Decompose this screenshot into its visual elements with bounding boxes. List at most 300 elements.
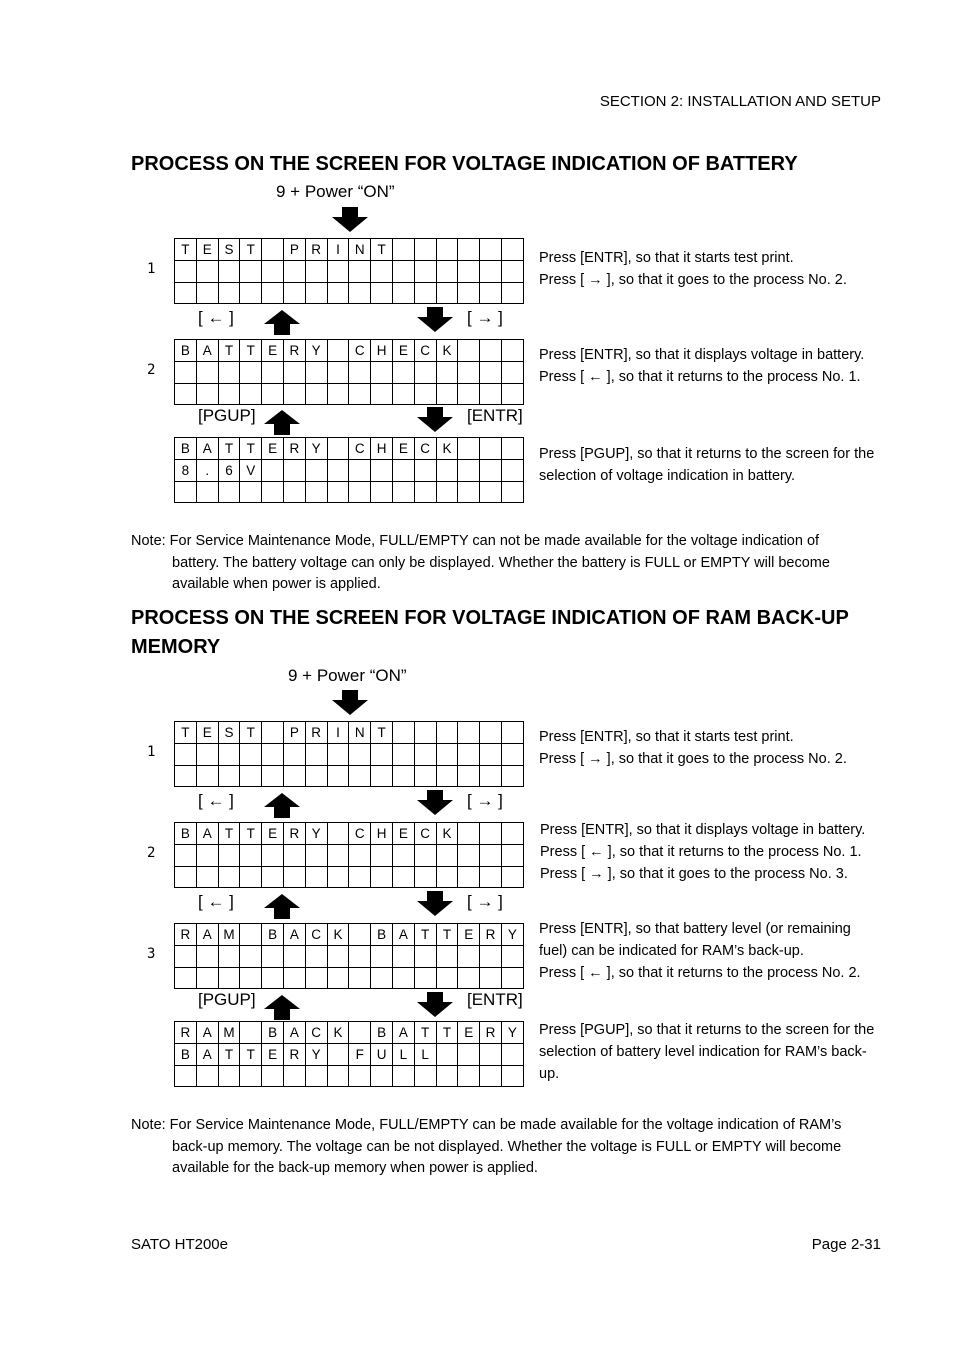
lcd-cell: A <box>196 1043 218 1065</box>
lcd-cell <box>392 866 414 888</box>
ram-lcd-screen-1 <box>174 721 524 787</box>
lcd-cell <box>283 765 305 787</box>
lcd-cell <box>458 743 480 765</box>
lcd-cell <box>371 844 393 866</box>
lcd-cell: S <box>218 239 240 261</box>
lcd-cell <box>327 844 349 866</box>
lcd-cell <box>349 866 371 888</box>
lcd-cell <box>436 282 458 304</box>
lcd-cell <box>414 1065 436 1087</box>
lcd-cell <box>480 1043 502 1065</box>
lcd-cell <box>458 823 480 845</box>
battery-step-3-description: Press [PGUP], so that it returns to the screen for the selection of voltage indication in battery. <box>539 446 875 484</box>
ram-note: Note: For Service Maintenance Mode, FULL/EMPTY can be made available for the voltage indication of RAM’s back-up memory. The voltage can be not displayed. Whether the voltage is FULL or EMPTY will become available for the back-up memory when power is applied. <box>131 1117 842 1176</box>
lcd-cell <box>414 481 436 503</box>
lcd-cell: E <box>458 1022 480 1044</box>
lcd-cell <box>349 945 371 967</box>
lcd-cell: A <box>283 924 305 946</box>
lcd-cell <box>414 945 436 967</box>
lcd-row <box>175 866 524 888</box>
lcd-cell <box>305 743 327 765</box>
lcd-cell: A <box>392 1022 414 1044</box>
lcd-cell <box>262 1065 284 1087</box>
lcd-cell <box>392 743 414 765</box>
lcd-cell: E <box>392 438 414 460</box>
lcd-row <box>175 765 524 787</box>
lcd-cell: E <box>196 722 218 744</box>
lcd-cell <box>392 765 414 787</box>
lcd-cell <box>283 481 305 503</box>
lcd-cell <box>305 383 327 405</box>
lcd-cell: K <box>436 340 458 362</box>
lcd-cell: T <box>371 239 393 261</box>
lcd-cell <box>458 459 480 481</box>
lcd-cell: P <box>283 722 305 744</box>
lcd-cell <box>436 361 458 383</box>
lcd-cell <box>414 282 436 304</box>
battery-lcd-screen-1 <box>174 238 524 304</box>
lcd-cell <box>501 1065 523 1087</box>
lcd-cell: A <box>392 924 414 946</box>
lcd-cell <box>196 260 218 282</box>
battery-step-number-2: 2 <box>147 362 156 378</box>
lcd-cell <box>327 438 349 460</box>
lcd-cell <box>349 844 371 866</box>
lcd-cell <box>392 239 414 261</box>
lcd-cell <box>371 1065 393 1087</box>
lcd-cell <box>327 765 349 787</box>
lcd-cell: T <box>414 1022 436 1044</box>
lcd-cell <box>371 282 393 304</box>
lcd-cell: B <box>175 340 197 362</box>
lcd-row <box>175 1022 524 1044</box>
lcd-cell: A <box>196 924 218 946</box>
battery-lcd-screen-2 <box>174 339 524 405</box>
lcd-cell <box>196 866 218 888</box>
lcd-cell: E <box>392 340 414 362</box>
battery-right-key-label-2: [ENTR] <box>467 406 523 425</box>
lcd-cell <box>436 722 458 744</box>
lcd-cell <box>305 481 327 503</box>
lcd-row <box>175 1043 524 1065</box>
lcd-cell <box>371 765 393 787</box>
lcd-cell: H <box>371 823 393 845</box>
lcd-cell <box>349 924 371 946</box>
lcd-cell <box>240 1022 262 1044</box>
lcd-cell <box>501 481 523 503</box>
lcd-cell <box>349 260 371 282</box>
lcd-cell: K <box>327 924 349 946</box>
lcd-cell <box>436 260 458 282</box>
lcd-cell: F <box>349 1043 371 1065</box>
lcd-cell: Y <box>305 1043 327 1065</box>
lcd-cell <box>240 481 262 503</box>
lcd-cell: Y <box>305 823 327 845</box>
lcd-cell <box>283 282 305 304</box>
lcd-cell <box>240 924 262 946</box>
arrow-down-icon <box>330 207 370 233</box>
lcd-cell: C <box>349 340 371 362</box>
lcd-cell <box>501 945 523 967</box>
ram-left-key-label-3: [PGUP] <box>198 990 256 1009</box>
ram-right-key-label-3: [ENTR] <box>467 990 523 1009</box>
lcd-cell <box>262 844 284 866</box>
lcd-cell <box>501 260 523 282</box>
lcd-row <box>175 722 524 744</box>
lcd-cell <box>218 967 240 989</box>
lcd-cell: E <box>392 823 414 845</box>
lcd-cell <box>196 383 218 405</box>
lcd-cell <box>480 481 502 503</box>
lcd-cell <box>283 844 305 866</box>
lcd-cell: Y <box>305 340 327 362</box>
lcd-cell <box>414 459 436 481</box>
lcd-cell <box>371 866 393 888</box>
lcd-cell <box>283 459 305 481</box>
lcd-cell <box>327 361 349 383</box>
lcd-cell <box>458 438 480 460</box>
lcd-cell <box>305 361 327 383</box>
lcd-cell <box>218 481 240 503</box>
lcd-cell <box>262 765 284 787</box>
arrow-down-icon <box>415 307 455 333</box>
lcd-cell: U <box>371 1043 393 1065</box>
lcd-cell <box>349 743 371 765</box>
lcd-cell <box>480 765 502 787</box>
lcd-cell <box>327 282 349 304</box>
lcd-cell <box>218 743 240 765</box>
lcd-cell <box>458 239 480 261</box>
lcd-cell <box>349 1065 371 1087</box>
lcd-cell <box>240 844 262 866</box>
lcd-cell: Y <box>501 1022 523 1044</box>
lcd-cell <box>327 823 349 845</box>
lcd-cell <box>371 260 393 282</box>
lcd-cell <box>262 481 284 503</box>
lcd-cell <box>175 481 197 503</box>
lcd-cell <box>392 260 414 282</box>
lcd-cell <box>262 383 284 405</box>
lcd-cell <box>436 743 458 765</box>
lcd-row <box>175 340 524 362</box>
lcd-cell <box>240 866 262 888</box>
lcd-cell <box>218 383 240 405</box>
lcd-cell <box>262 361 284 383</box>
lcd-cell <box>392 481 414 503</box>
arrow-up-icon <box>262 792 302 818</box>
lcd-cell <box>414 844 436 866</box>
lcd-cell <box>218 260 240 282</box>
lcd-cell <box>436 481 458 503</box>
lcd-cell <box>501 765 523 787</box>
lcd-cell: R <box>305 722 327 744</box>
lcd-cell: T <box>218 1043 240 1065</box>
lcd-cell: T <box>240 438 262 460</box>
lcd-cell <box>501 722 523 744</box>
lcd-cell <box>327 967 349 989</box>
lcd-cell <box>436 1043 458 1065</box>
ram-lcd-screen-2 <box>174 822 524 888</box>
lcd-cell <box>501 823 523 845</box>
lcd-cell: T <box>371 722 393 744</box>
lcd-cell: L <box>414 1043 436 1065</box>
lcd-cell <box>436 844 458 866</box>
lcd-cell <box>371 743 393 765</box>
lcd-cell: 8 <box>175 459 197 481</box>
ram-power-on-label: 9 + Power “ON” <box>288 666 407 685</box>
lcd-cell <box>414 260 436 282</box>
lcd-cell <box>501 438 523 460</box>
lcd-cell <box>283 967 305 989</box>
lcd-cell <box>196 844 218 866</box>
lcd-cell <box>392 1065 414 1087</box>
lcd-cell: E <box>262 438 284 460</box>
ram-lcd-screen-4 <box>174 1021 524 1087</box>
lcd-cell: K <box>436 823 458 845</box>
lcd-cell: R <box>175 924 197 946</box>
lcd-cell <box>480 340 502 362</box>
lcd-cell <box>349 967 371 989</box>
lcd-cell: B <box>262 1022 284 1044</box>
lcd-cell <box>175 967 197 989</box>
lcd-cell <box>458 765 480 787</box>
battery-left-key-label-2: [PGUP] <box>198 406 256 425</box>
lcd-cell <box>436 239 458 261</box>
lcd-cell: . <box>196 459 218 481</box>
lcd-cell <box>501 282 523 304</box>
lcd-row <box>175 438 524 460</box>
lcd-cell <box>392 383 414 405</box>
lcd-cell: K <box>436 438 458 460</box>
lcd-cell <box>436 866 458 888</box>
lcd-cell <box>327 340 349 362</box>
lcd-cell <box>305 967 327 989</box>
lcd-cell <box>436 967 458 989</box>
lcd-cell <box>327 743 349 765</box>
arrow-up-icon <box>262 994 302 1020</box>
lcd-cell: C <box>349 823 371 845</box>
lcd-cell <box>305 459 327 481</box>
ram-right-key-label-1: [ → ] <box>467 791 503 810</box>
lcd-cell: E <box>196 239 218 261</box>
lcd-cell <box>458 844 480 866</box>
lcd-cell: B <box>175 1043 197 1065</box>
lcd-cell: T <box>436 1022 458 1044</box>
lcd-cell <box>262 239 284 261</box>
lcd-cell <box>218 866 240 888</box>
lcd-cell <box>349 361 371 383</box>
lcd-cell <box>327 383 349 405</box>
lcd-cell <box>305 945 327 967</box>
lcd-cell <box>327 260 349 282</box>
lcd-cell: R <box>175 1022 197 1044</box>
lcd-cell <box>175 765 197 787</box>
lcd-cell <box>501 1043 523 1065</box>
lcd-cell <box>458 945 480 967</box>
arrow-up-icon <box>262 309 302 335</box>
lcd-cell <box>501 383 523 405</box>
battery-note: Note: For Service Maintenance Mode, FULL/EMPTY can not be made available for the voltage indication of battery. The battery voltage can only be displayed. Whether the battery is FULL or EMPTY will become available when power is applied. <box>131 533 830 592</box>
lcd-row <box>175 945 524 967</box>
lcd-cell: E <box>262 823 284 845</box>
lcd-cell: T <box>218 340 240 362</box>
lcd-cell <box>196 282 218 304</box>
lcd-cell <box>327 1065 349 1087</box>
lcd-cell <box>196 361 218 383</box>
lcd-cell: C <box>414 823 436 845</box>
lcd-cell <box>218 765 240 787</box>
lcd-cell: R <box>305 239 327 261</box>
lcd-cell <box>283 383 305 405</box>
lcd-cell: A <box>196 340 218 362</box>
lcd-cell <box>240 743 262 765</box>
ram-step-2-description: Press [ENTR], so that it displays voltage in battery. Press [ ← ], so that it returns to the process No. 1. Press [ → ], so that it goes to the process No. 3. <box>540 822 866 882</box>
lcd-cell: A <box>283 1022 305 1044</box>
lcd-cell: K <box>327 1022 349 1044</box>
arrow-up-icon <box>262 409 302 435</box>
lcd-cell <box>458 1065 480 1087</box>
lcd-cell <box>501 340 523 362</box>
battery-lcd-screen-3 <box>174 437 524 503</box>
lcd-cell: C <box>305 1022 327 1044</box>
lcd-cell <box>436 945 458 967</box>
lcd-cell <box>218 945 240 967</box>
battery-left-key-label-1: [ ← ] <box>198 308 234 327</box>
lcd-cell <box>218 361 240 383</box>
lcd-cell <box>262 260 284 282</box>
lcd-row <box>175 239 524 261</box>
lcd-cell <box>196 1065 218 1087</box>
lcd-cell <box>349 1022 371 1044</box>
lcd-row <box>175 967 524 989</box>
lcd-cell: H <box>371 438 393 460</box>
lcd-cell: T <box>240 1043 262 1065</box>
lcd-cell: C <box>349 438 371 460</box>
lcd-cell: B <box>175 823 197 845</box>
lcd-cell <box>240 282 262 304</box>
lcd-cell: A <box>196 823 218 845</box>
lcd-cell <box>196 967 218 989</box>
lcd-row <box>175 282 524 304</box>
lcd-cell: N <box>349 239 371 261</box>
lcd-cell <box>240 383 262 405</box>
lcd-cell <box>283 1065 305 1087</box>
lcd-cell <box>480 743 502 765</box>
arrow-down-icon <box>415 790 455 816</box>
lcd-cell: M <box>218 924 240 946</box>
lcd-cell: P <box>283 239 305 261</box>
lcd-cell <box>371 945 393 967</box>
battery-section-title: PROCESS ON THE SCREEN FOR VOLTAGE INDICATION OF BATTERY <box>131 153 798 175</box>
lcd-cell <box>305 866 327 888</box>
lcd-cell: A <box>196 438 218 460</box>
lcd-cell <box>501 239 523 261</box>
lcd-cell <box>392 722 414 744</box>
lcd-cell: T <box>436 924 458 946</box>
lcd-cell <box>218 282 240 304</box>
lcd-cell: M <box>218 1022 240 1044</box>
lcd-cell <box>371 481 393 503</box>
lcd-cell <box>501 866 523 888</box>
lcd-cell <box>327 459 349 481</box>
lcd-cell: R <box>283 1043 305 1065</box>
lcd-row <box>175 361 524 383</box>
lcd-row <box>175 481 524 503</box>
lcd-cell <box>175 282 197 304</box>
lcd-cell <box>175 945 197 967</box>
arrow-down-icon <box>415 992 455 1018</box>
lcd-cell <box>327 866 349 888</box>
lcd-cell <box>414 743 436 765</box>
lcd-cell <box>283 945 305 967</box>
ram-step-number-3: 3 <box>147 946 156 962</box>
lcd-cell <box>458 340 480 362</box>
lcd-cell <box>458 282 480 304</box>
lcd-cell <box>414 239 436 261</box>
lcd-cell: B <box>371 1022 393 1044</box>
lcd-cell: T <box>240 239 262 261</box>
lcd-cell: T <box>175 722 197 744</box>
lcd-cell <box>305 844 327 866</box>
lcd-cell <box>480 823 502 845</box>
lcd-row <box>175 383 524 405</box>
lcd-cell <box>240 361 262 383</box>
lcd-cell <box>480 1065 502 1087</box>
lcd-cell <box>283 361 305 383</box>
lcd-row <box>175 260 524 282</box>
lcd-cell <box>480 383 502 405</box>
lcd-cell <box>480 239 502 261</box>
lcd-cell <box>196 481 218 503</box>
lcd-cell <box>240 260 262 282</box>
lcd-row <box>175 459 524 481</box>
ram-step-number-2: 2 <box>147 845 156 861</box>
lcd-cell: V <box>240 459 262 481</box>
lcd-cell <box>283 743 305 765</box>
ram-left-key-label-1: [ ← ] <box>198 791 234 810</box>
battery-step-2-description: Press [ENTR], so that it displays voltage in battery. Press [ ← ], so that it returns to the process No. 1. <box>539 347 865 385</box>
lcd-cell <box>392 945 414 967</box>
lcd-cell <box>305 765 327 787</box>
lcd-cell: I <box>327 722 349 744</box>
lcd-cell <box>305 282 327 304</box>
lcd-cell <box>480 282 502 304</box>
lcd-cell <box>175 844 197 866</box>
lcd-cell: L <box>392 1043 414 1065</box>
lcd-cell <box>392 967 414 989</box>
battery-power-on-label: 9 + Power “ON” <box>276 182 395 201</box>
lcd-cell: I <box>327 239 349 261</box>
lcd-cell <box>327 945 349 967</box>
lcd-cell: R <box>283 438 305 460</box>
lcd-cell <box>175 260 197 282</box>
lcd-cell <box>196 743 218 765</box>
lcd-cell <box>327 1043 349 1065</box>
lcd-row <box>175 1065 524 1087</box>
lcd-cell <box>458 967 480 989</box>
lcd-cell <box>480 945 502 967</box>
lcd-cell: Y <box>501 924 523 946</box>
lcd-cell: T <box>218 823 240 845</box>
lcd-cell: Y <box>305 438 327 460</box>
lcd-cell: S <box>218 722 240 744</box>
lcd-cell: T <box>414 924 436 946</box>
lcd-cell: B <box>175 438 197 460</box>
lcd-row <box>175 924 524 946</box>
lcd-cell <box>218 1065 240 1087</box>
lcd-cell: C <box>414 340 436 362</box>
lcd-cell <box>262 967 284 989</box>
